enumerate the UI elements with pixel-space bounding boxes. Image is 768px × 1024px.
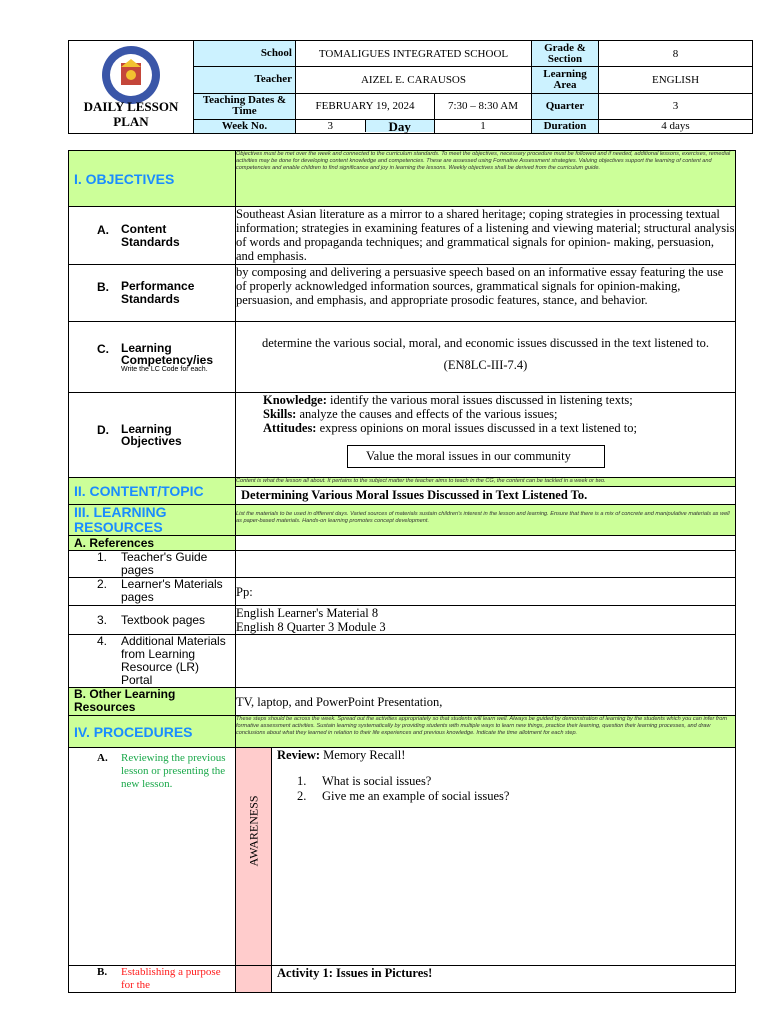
page-title: DAILY LESSON PLAN xyxy=(83,99,179,129)
content-topic: Determining Various Moral Issues Discussed in Text Listened To. xyxy=(236,487,736,505)
performance-standards-text: by composing and delivering a persuasive speech based on an informative essay featuring the use of properly acknowledged information sources, grammatical signals for opinion-making, persuasion, and emphasis, and appropriate prosodic features, stance, and behavior. xyxy=(236,265,736,322)
teacher-label: Teacher xyxy=(194,67,296,93)
deped-seal-icon xyxy=(101,45,161,105)
knowledge-text: identify the various moral issues discussed in listening texts; xyxy=(326,393,633,407)
ref4-number: 4. xyxy=(97,634,108,648)
question2-text: Give me an example of social issues? xyxy=(322,789,510,803)
question1-number: 1. xyxy=(297,774,307,788)
procedure-b-label: Establishing a purpose for the xyxy=(121,966,221,991)
attitudes-text: express opinions on moral issues discussed in a text listened to; xyxy=(316,421,637,435)
week-label: Week No. xyxy=(194,119,296,133)
ref1-label: Teacher's Guide pages xyxy=(121,550,208,577)
week-value: 3 xyxy=(296,120,365,132)
attitudes-objective xyxy=(263,421,735,435)
skills-text: analyze the causes and effects of the various issues; xyxy=(296,407,558,421)
performance-standards-label: Performance Standards xyxy=(121,279,195,306)
school-value: TOMALIGUES INTEGRATED SCHOOL xyxy=(296,41,532,67)
knowledge-objective xyxy=(263,393,735,407)
quarter-value: 3 xyxy=(599,93,753,119)
ref3-value-2: English 8 Quarter 3 Module 3 xyxy=(236,620,386,634)
other-resources-heading: B. Other Learning Resources xyxy=(69,688,236,716)
procedure-a-letter: A. xyxy=(97,752,108,764)
objectives-note: Objectives must be met over the week and connected to the curriculum standards. To meet the objectives, necessary procedure must be followed and if needed, additional lessons, exercises, remedial activities may be done for developing content knowledge and competencies. These are assessed using Formative Assessment strategies. Valuing objectives support the learning of content and competencies and enable children to find significance and joy in learning the lessons. Weekly objectives shall be derived from the curriculum guide. xyxy=(236,151,736,207)
review-text: Memory Recall! xyxy=(320,748,406,762)
procedures-note: These steps should be across the week. Spread out the activities appropriately so that students will learn well. Always be guided by demonstration of learning by the students which you can infer from formative assessment activities. Sustain learning systematically by providing students with multiple ways to learn new things, practice their learning, question their learning processes, and draw conclusions about what they learned in relation to their life experiences and previous knowledge. Indicate the time allotment for each step. xyxy=(236,716,736,748)
ref2-label: Learner's Materials pages xyxy=(121,577,223,604)
day-value: 1 xyxy=(435,119,532,133)
ref2-number: 2. xyxy=(97,577,108,591)
dates-label: Teaching Dates & Time xyxy=(194,93,296,119)
duration-label: Duration xyxy=(532,119,599,133)
other-resources-value: TV, laptop, and PowerPoint Presentation, xyxy=(236,688,736,716)
quarter-label: Quarter xyxy=(532,93,599,119)
ref2-value: Pp: xyxy=(236,578,736,606)
question1-text: What is social issues? xyxy=(322,774,432,788)
date-value: FEBRUARY 19, 2024 xyxy=(296,93,435,119)
ref3-label: Textbook pages xyxy=(121,612,206,627)
competency-note: Write the LC Code for each. xyxy=(121,365,208,373)
school-label: School xyxy=(194,41,296,67)
content-note: Content is what the lesson all about. It pertains to the subject matter the teacher aims to teach in the CG, the content can be tackled in a week or two. xyxy=(236,478,736,487)
competency-letter: C. xyxy=(97,341,109,356)
procedure-b-letter: B. xyxy=(97,966,108,978)
activity-title: Activity 1: Issues in Pictures! xyxy=(272,966,736,993)
ref3-number: 3. xyxy=(97,612,108,627)
competency-code: (EN8LC-III-7.4) xyxy=(443,358,528,372)
review-label: Review: xyxy=(277,748,321,762)
header-table xyxy=(68,40,753,134)
skills-objective xyxy=(263,407,735,421)
logo-cell xyxy=(69,41,194,134)
question2-number: 2. xyxy=(297,789,307,803)
content-standards-letter: A. xyxy=(97,222,109,237)
skills-label: Skills: xyxy=(263,407,297,421)
awareness-band xyxy=(236,748,272,966)
value-box: Value the moral issues in our community xyxy=(347,445,605,468)
ref3-value-1: English Learner's Material 8 xyxy=(236,606,379,620)
area-label: Learning Area xyxy=(532,67,599,93)
content-heading: II. CONTENT/TOPIC xyxy=(69,478,236,505)
review-line xyxy=(277,748,730,763)
duration-value: 4 days xyxy=(599,119,753,133)
resources-heading: III. LEARNING RESOURCES xyxy=(69,505,236,536)
learning-objectives-label: Learning Objectives xyxy=(121,422,182,448)
learning-objectives-letter: D. xyxy=(97,423,109,437)
references-heading: A. References xyxy=(69,536,236,551)
area-value: ENGLISH xyxy=(599,67,753,93)
competency-label: Learning Competency/ies xyxy=(121,340,214,367)
performance-standards-letter: B. xyxy=(97,280,109,294)
knowledge-label: Knowledge: xyxy=(263,393,327,407)
awareness-label: AWARENESS xyxy=(246,795,260,867)
procedure-a-label: Reviewing the previous lesson or presenting the new lesson. xyxy=(121,752,226,790)
resources-note: List the materials to be used in different days. Varied sources of materials sustain children's interest in the lesson and learning. Ensure that there is a mix of concrete and manipulative materials as well as paper-based materials. Hands-on learning promotes concept development. xyxy=(236,505,736,536)
objectives-heading: I. OBJECTIVES xyxy=(69,151,236,207)
content-standards-text: Southeast Asian literature as a mirror to a shared heritage; coping strategies in processing textual information; strategies in examining features of a listening and viewing material; structural analysis of words and propaganda techniques; and grammatical signals for opinion- making, persuasion, and emphasis. xyxy=(236,207,735,263)
day-label: Day xyxy=(365,120,434,132)
ref1-number: 1. xyxy=(97,550,108,564)
grade-label: Grade & Section xyxy=(532,41,599,67)
competency-text: determine the various social, moral, and economic issues discussed in the text listened to. xyxy=(261,336,710,350)
lesson-table xyxy=(68,150,736,993)
procedures-heading: IV. PROCEDURES xyxy=(69,716,236,748)
content-standards-label: Content Standards xyxy=(121,221,180,249)
grade-value: 8 xyxy=(599,41,753,67)
ref4-label: Additional Materials from Learning Resource (LR) Portal xyxy=(121,634,226,687)
attitudes-label: Attitudes: xyxy=(263,421,317,435)
time-value: 7:30 – 8:30 AM xyxy=(435,93,532,119)
awareness-band-continued xyxy=(236,966,272,993)
teacher-value: AIZEL E. CARAUSOS xyxy=(296,67,532,93)
